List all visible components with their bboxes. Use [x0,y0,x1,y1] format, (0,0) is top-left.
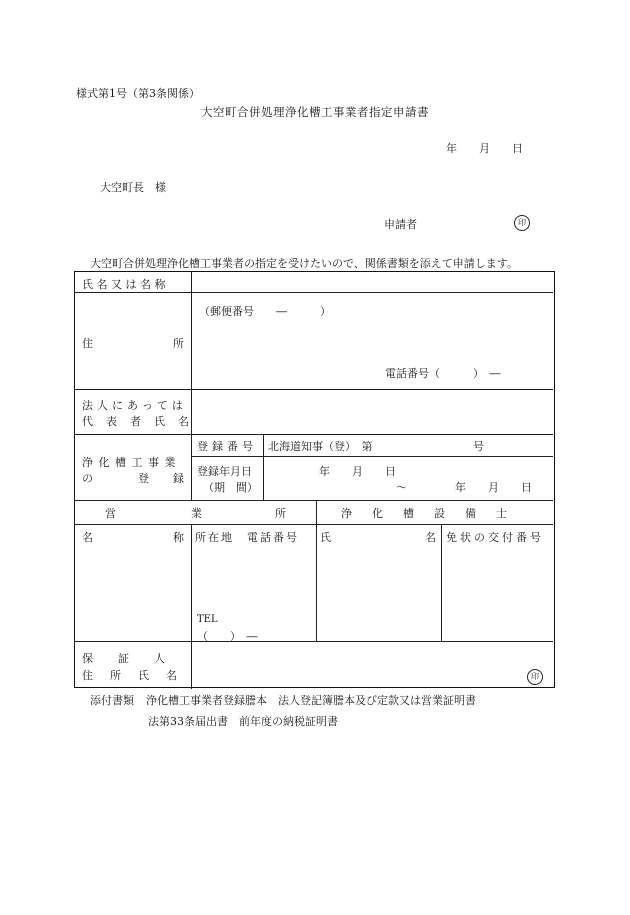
row-divider [75,524,553,525]
address-label-1: 住 [82,337,93,350]
technician-header: 浄化槽設備士 [341,507,527,520]
guarantor-label-2: 住所氏名 [82,669,194,682]
registration-date-from: 年 月 日 [319,465,396,478]
row-divider [75,292,553,293]
applicant-label: 申請者 [384,218,417,231]
page-title: 大空町合併処理浄化槽工事業者指定申請書 [201,105,429,119]
col-divider [316,500,317,641]
row-divider [75,641,553,642]
application-statement: 大空町合併処理浄化槽工事業者の指定を受けたいので、関係書類を添えて申請します。 [90,257,518,270]
registration-date-label-2: （期 間） [203,481,258,494]
application-form-table [74,271,555,688]
seal-mark-icon: 印 [514,215,530,231]
col-location-phone: 所在地 電話番号 [195,531,299,544]
registration-number-label: 登録番号 [197,440,257,453]
row-divider [75,389,553,390]
col-divider [441,524,442,641]
attachments-label: 添付書類 [90,694,134,707]
business-registration-label-1: 浄化槽工事業 [82,456,181,469]
representative-label-2: 代表者氏名 [82,415,202,428]
postal-code-field: （郵便番号 ― ） [199,305,331,318]
business-registration-label-2c: 録 [173,472,184,485]
office-header-3: 所 [275,507,286,520]
attachments-items-1: 浄化槽工事業者登録謄本 法人登記簿謄本及び定款又は営業証明書 [146,694,476,707]
name-label: 氏名又は名称 [82,278,169,291]
office-header-1: 営 [105,507,116,520]
business-registration-label-2a: の [82,472,93,485]
date-month: 月 [479,142,490,155]
row-divider [75,500,553,501]
attachments-line-1 [90,692,476,708]
col-divider [263,434,264,500]
phone-field: 電話番号（ ） ― [385,367,501,380]
guarantor-label-1: 保証人 [82,652,190,665]
tel-value: （ ） ― [197,630,258,643]
addressee: 大空町長 様 [100,181,166,194]
col-person-2: 名 [425,531,436,544]
address-label-2: 所 [173,337,184,350]
registration-number-suffix: 号 [473,440,484,453]
registration-date-to: 年 月 日 [455,481,532,494]
form-number: 様式第1号（第3条関係） [76,87,200,100]
attachments-line-2: 法第33条届出書 前年度の納税証明書 [148,715,338,728]
row-divider [75,434,553,435]
tel-label: TEL [197,614,218,625]
representative-label-1: 法人にあっては [82,399,187,412]
col-license-number: 免状の交付番号 [446,531,544,544]
row-divider [191,456,553,457]
guarantor-seal-icon: 印 [527,669,543,685]
registration-date-tilde: ～ [396,481,407,494]
col-name-1: 名 [82,531,93,544]
col-divider [191,272,192,500]
business-registration-label-2b: 登 [138,472,149,485]
col-person-1: 氏 [320,531,331,544]
date-year: 年 [446,142,457,155]
office-header-2: 業 [191,507,202,520]
registration-date-label-1: 登録年月日 [197,465,252,478]
date-day: 日 [512,142,523,155]
col-name-2: 称 [173,531,184,544]
application-date [446,140,523,156]
registration-number-value: 北海道知事（登） 第 [268,440,373,453]
col-divider [191,524,192,689]
